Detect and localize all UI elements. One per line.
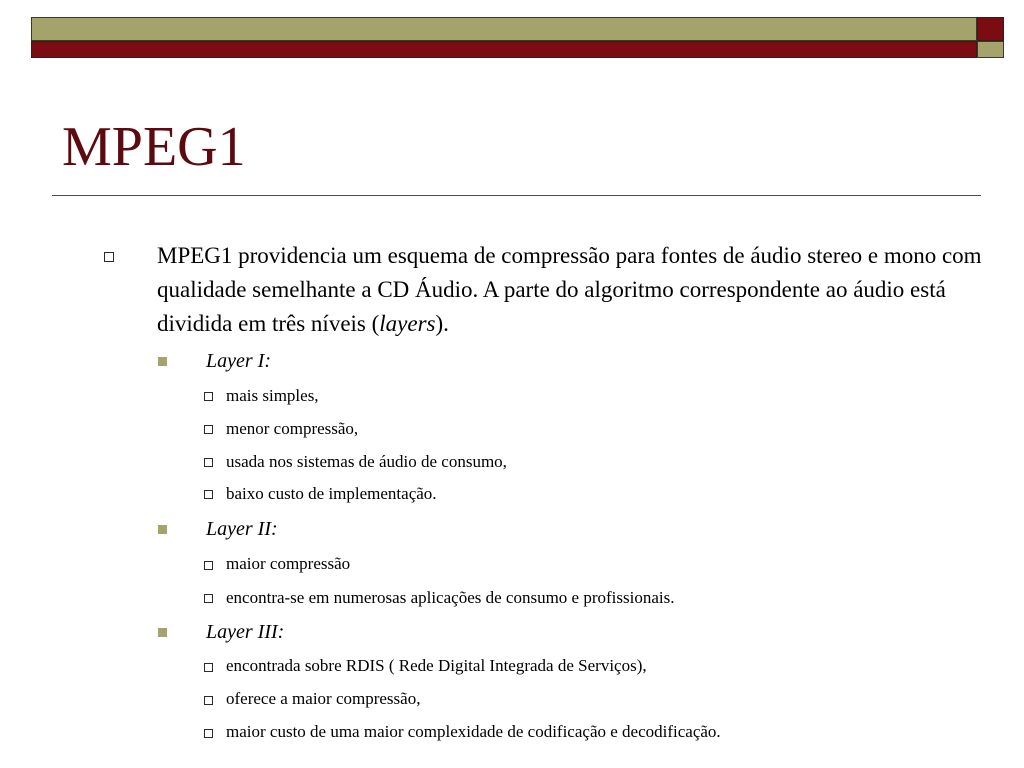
hollow-square-icon	[204, 663, 213, 672]
layer-2-label: Layer II:	[206, 518, 278, 540]
hollow-square-icon	[204, 561, 213, 570]
hollow-square-icon	[204, 594, 213, 603]
intro-text-before: MPEG1 providencia um esquema de compressão para fontes de áudio stereo e mono com qualidade semelhante a CD Áudio. A parte do algoritmo correspondente ao áudio está dividida em três níveis (	[157, 243, 982, 336]
layer-3-item: maior custo de uma maior complexidade de codificação e decodificação.	[226, 722, 721, 741]
layer-1-label: Layer I:	[206, 350, 271, 372]
hollow-square-icon	[204, 392, 213, 401]
hollow-square-icon	[104, 252, 114, 262]
layer-3-label: Layer III:	[206, 621, 285, 643]
intro-text-after: ).	[435, 311, 449, 336]
header-bar-maroon	[31, 41, 977, 58]
layer-1-item: usada nos sistemas de áudio de consumo,	[226, 452, 507, 471]
title-divider	[52, 195, 981, 196]
intro-italic-word: layers	[379, 311, 436, 336]
slide-title: MPEG1	[62, 116, 246, 178]
intro-paragraph	[157, 239, 997, 341]
layer-2-item: encontra-se em numerosas aplicações de consumo e profissionais.	[226, 588, 675, 607]
layer-3-item: oferece a maior compressão,	[226, 689, 421, 708]
layer-3-item: encontrada sobre RDIS ( Rede Digital Integrada de Serviços),	[226, 656, 647, 675]
hollow-square-icon	[204, 458, 213, 467]
layer-1-item: baixo custo de implementação.	[226, 484, 437, 503]
hollow-square-icon	[204, 425, 213, 434]
hollow-square-icon	[204, 729, 213, 738]
filled-square-icon	[158, 525, 167, 534]
hollow-square-icon	[204, 696, 213, 705]
layer-2-item: maior compressão	[226, 554, 351, 573]
layer-1-item: menor compressão,	[226, 419, 359, 438]
filled-square-icon	[158, 628, 167, 637]
header-square-olive	[977, 41, 1004, 58]
header-bar-olive	[31, 17, 977, 41]
layer-1-item: mais simples,	[226, 386, 319, 405]
filled-square-icon	[158, 357, 167, 366]
hollow-square-icon	[204, 490, 213, 499]
header-square-maroon	[977, 17, 1004, 41]
